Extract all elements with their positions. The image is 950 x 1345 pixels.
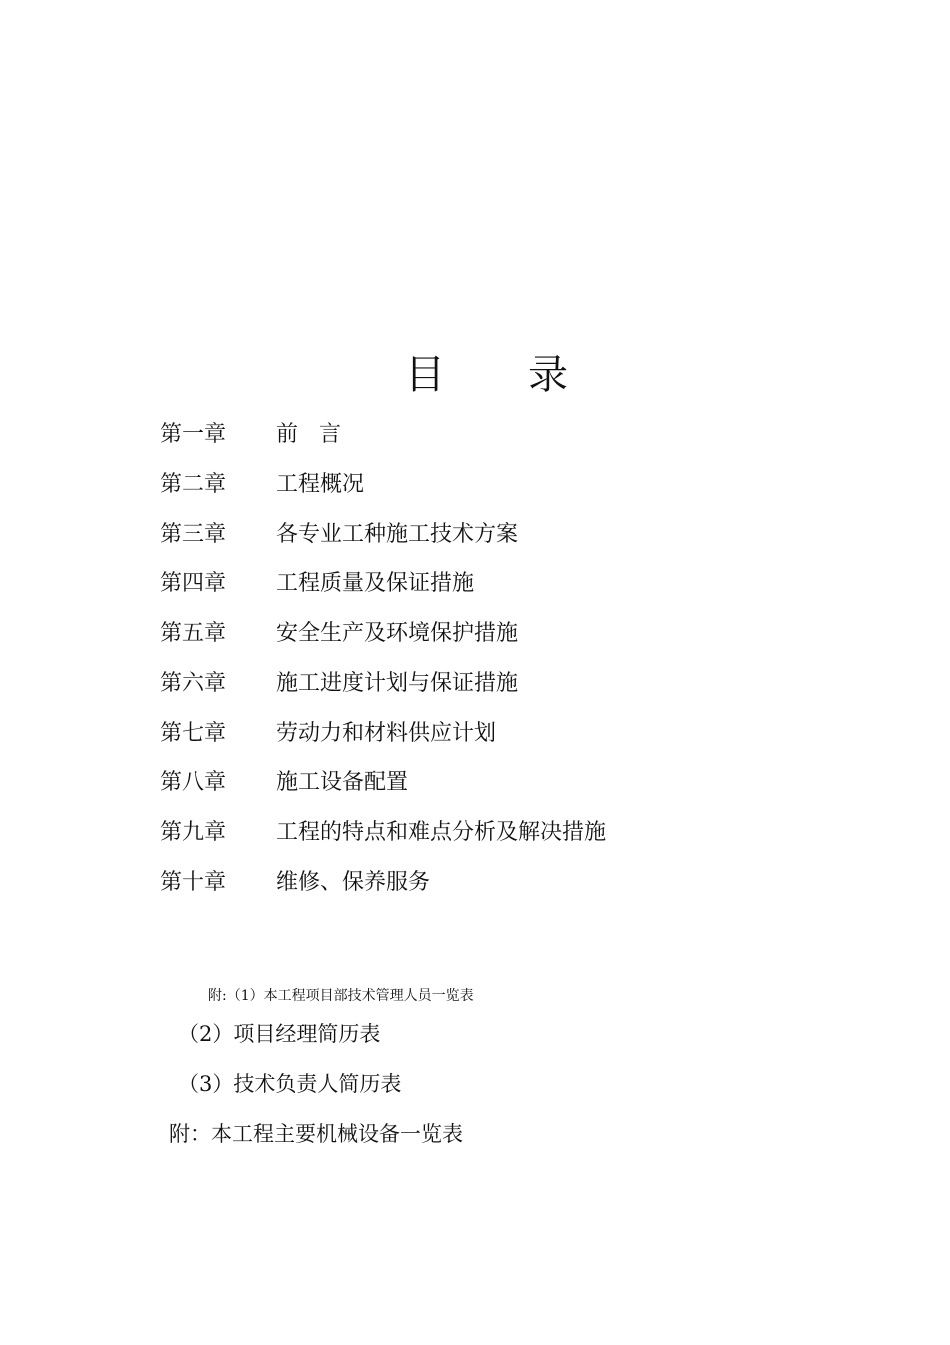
toc-entry-8 [160, 759, 860, 809]
toc-chapter-number: 第四章 [160, 571, 227, 597]
appendix-note-staff-list: 附:（1）本工程项目部技术管理人员一览表 [208, 988, 474, 1004]
toc-chapter-number: 第五章 [160, 621, 227, 647]
table-of-contents [160, 410, 860, 908]
toc-chapter-title: 工程的特点和难点分析及解决措施 [276, 820, 607, 846]
toc-chapter-number: 第一章 [160, 421, 227, 447]
appendix-equipment-list: 附：本工程主要机械设备一览表 [169, 1122, 463, 1146]
toc-entry-4 [160, 559, 860, 609]
toc-chapter-title: 施工进度计划与保证措施 [276, 670, 519, 696]
appendix-item-tech-lead-resume: （3）技术负责人简历表 [178, 1072, 402, 1096]
toc-chapter-number: 第二章 [160, 471, 227, 497]
appendix-item-manager-resume: （2）项目经理简历表 [178, 1022, 381, 1046]
toc-entry-5 [160, 609, 860, 659]
toc-entry-6 [160, 659, 860, 709]
page-title [0, 350, 950, 400]
toc-entry-10 [160, 858, 860, 908]
toc-chapter-title: 工程概况 [276, 471, 365, 497]
toc-chapter-number: 第六章 [160, 670, 227, 696]
toc-entry-9 [160, 808, 860, 858]
toc-chapter-title: 各专业工种施工技术方案 [276, 521, 519, 547]
toc-entry-1 [160, 410, 860, 460]
toc-entry-7 [160, 709, 860, 759]
toc-chapter-title: 维修、保养服务 [276, 870, 431, 896]
toc-chapter-number: 第九章 [160, 820, 227, 846]
toc-chapter-number: 第七章 [160, 720, 227, 746]
toc-chapter-title: 劳动力和材料供应计划 [276, 720, 497, 746]
toc-chapter-number: 第三章 [160, 521, 227, 547]
title-char-1: 目 [405, 352, 445, 398]
toc-chapter-title: 工程质量及保证措施 [276, 571, 475, 597]
toc-entry-2 [160, 460, 860, 510]
toc-chapter-number: 第十章 [160, 870, 227, 896]
toc-chapter-title: 安全生产及环境保护措施 [276, 621, 519, 647]
toc-chapter-number: 第八章 [160, 770, 227, 796]
toc-entry-3 [160, 510, 860, 560]
title-char-2: 录 [528, 352, 568, 398]
toc-chapter-title: 施工设备配置 [276, 770, 409, 796]
toc-chapter-title: 前 言 [276, 421, 341, 447]
